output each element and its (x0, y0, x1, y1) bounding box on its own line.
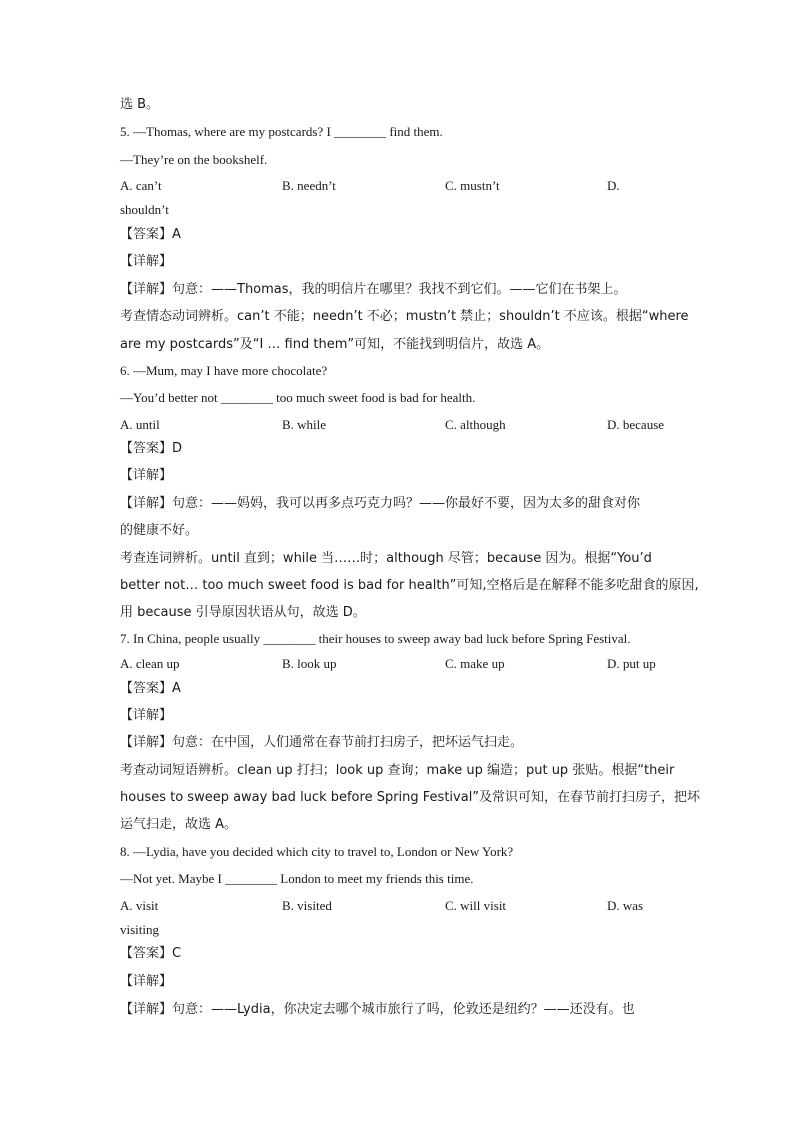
option-d: D. (607, 178, 620, 193)
text-line: 选 B。 (120, 97, 160, 112)
explanation-text: 考查连词辨析。until 直到；while 当……时；although 尽管；because 因为。根据“You’d (120, 551, 652, 566)
option-b: B. visited (282, 898, 332, 913)
option-b: B. while (282, 417, 327, 432)
question-8-options (120, 898, 680, 914)
answer-label: 【答案】C (120, 946, 182, 961)
question-8-reply: —Not yet. Maybe I ________ London to meet my friends this time. (120, 871, 474, 886)
explanation-label: 【详解】 (120, 974, 173, 989)
option-c: C. although (445, 417, 506, 432)
explanation-text: 考查动词短语辨析。clean up 打扫；look up 查询；make up 编造；put up 张贴。根据“their (120, 763, 675, 778)
explanation-text: 【详解】句意：——Lydia，你决定去哪个城市旅行了吗，伦敦还是纽约？——还没有。也 (120, 1002, 635, 1017)
explanation-text: better not… too much sweet food is bad for health”可知,空格后是在解释不能多吃甜食的原因, (120, 578, 699, 593)
explanation-text: 【详解】句意：——妈妈，我可以再多点巧克力吗？——你最好不要，因为太多的甜食对你 (120, 496, 641, 511)
answer-label: 【答案】A (120, 681, 181, 696)
option-d: D. was (607, 898, 644, 913)
explanation-text: 的健康不好。 (120, 523, 199, 538)
option-d: D. because (607, 417, 665, 432)
question-7: 7. In China, people usually ________ their houses to sweep away bad luck before Spring Festival. (120, 631, 631, 646)
explanation-text: are my postcards”及“I … find them”可知，不能找到明信片，故选 A。 (120, 337, 550, 352)
option-a: A. visit (120, 898, 159, 913)
explanation-label: 【详解】 (120, 254, 173, 269)
option-d-continued: shouldn’t (120, 202, 169, 217)
answer-label: 【答案】D (120, 441, 183, 456)
option-c: C. will visit (445, 898, 507, 913)
option-a: A. can’t (120, 178, 162, 193)
explanation-text: houses to sweep away bad luck before Spring Festival”及常识可知，在春节前打扫房子，把坏 (120, 790, 701, 805)
option-d-continued: visiting (120, 922, 160, 937)
explanation-label: 【详解】 (120, 468, 173, 483)
question-6: 6. —Mum, may I have more chocolate? (120, 363, 328, 378)
question-6-reply: —You’d better not ________ too much sweet food is bad for health. (120, 390, 476, 405)
answer-label: 【答案】A (120, 227, 181, 242)
question-6-options (120, 417, 680, 433)
option-b: B. needn’t (282, 178, 336, 193)
question-7-options (120, 656, 680, 672)
explanation-text: 用 because 引导原因状语从句，故选 D。 (120, 605, 366, 620)
question-8: 8. —Lydia, have you decided which city to travel to, London or New York? (120, 844, 514, 859)
explanation-label: 【详解】 (120, 708, 173, 723)
question-5-reply: —They’re on the bookshelf. (120, 152, 268, 167)
option-c: C. mustn’t (445, 178, 500, 193)
question-5-options (120, 178, 680, 194)
question-5: 5. —Thomas, where are my postcards? I ________ find them. (120, 124, 443, 139)
explanation-text: 考查情态动词辨析。can’t 不能；needn’t 不必；mustn’t 禁止；shouldn’t 不应该。根据“where (120, 309, 689, 324)
explanation-text: 运气扫走，故选 A。 (120, 817, 238, 832)
option-b: B. look up (282, 656, 337, 671)
option-c: C. make up (445, 656, 505, 671)
option-a: A. clean up (120, 656, 180, 671)
explanation-text: 【详解】句意：在中国，人们通常在春节前打扫房子，把坏运气扫走。 (120, 735, 524, 750)
explanation-text: 【详解】句意：——Thomas，我的明信片在哪里？我找不到它们。——它们在书架上。 (120, 282, 627, 297)
option-d: D. put up (607, 656, 656, 671)
option-a: A. until (120, 417, 160, 432)
